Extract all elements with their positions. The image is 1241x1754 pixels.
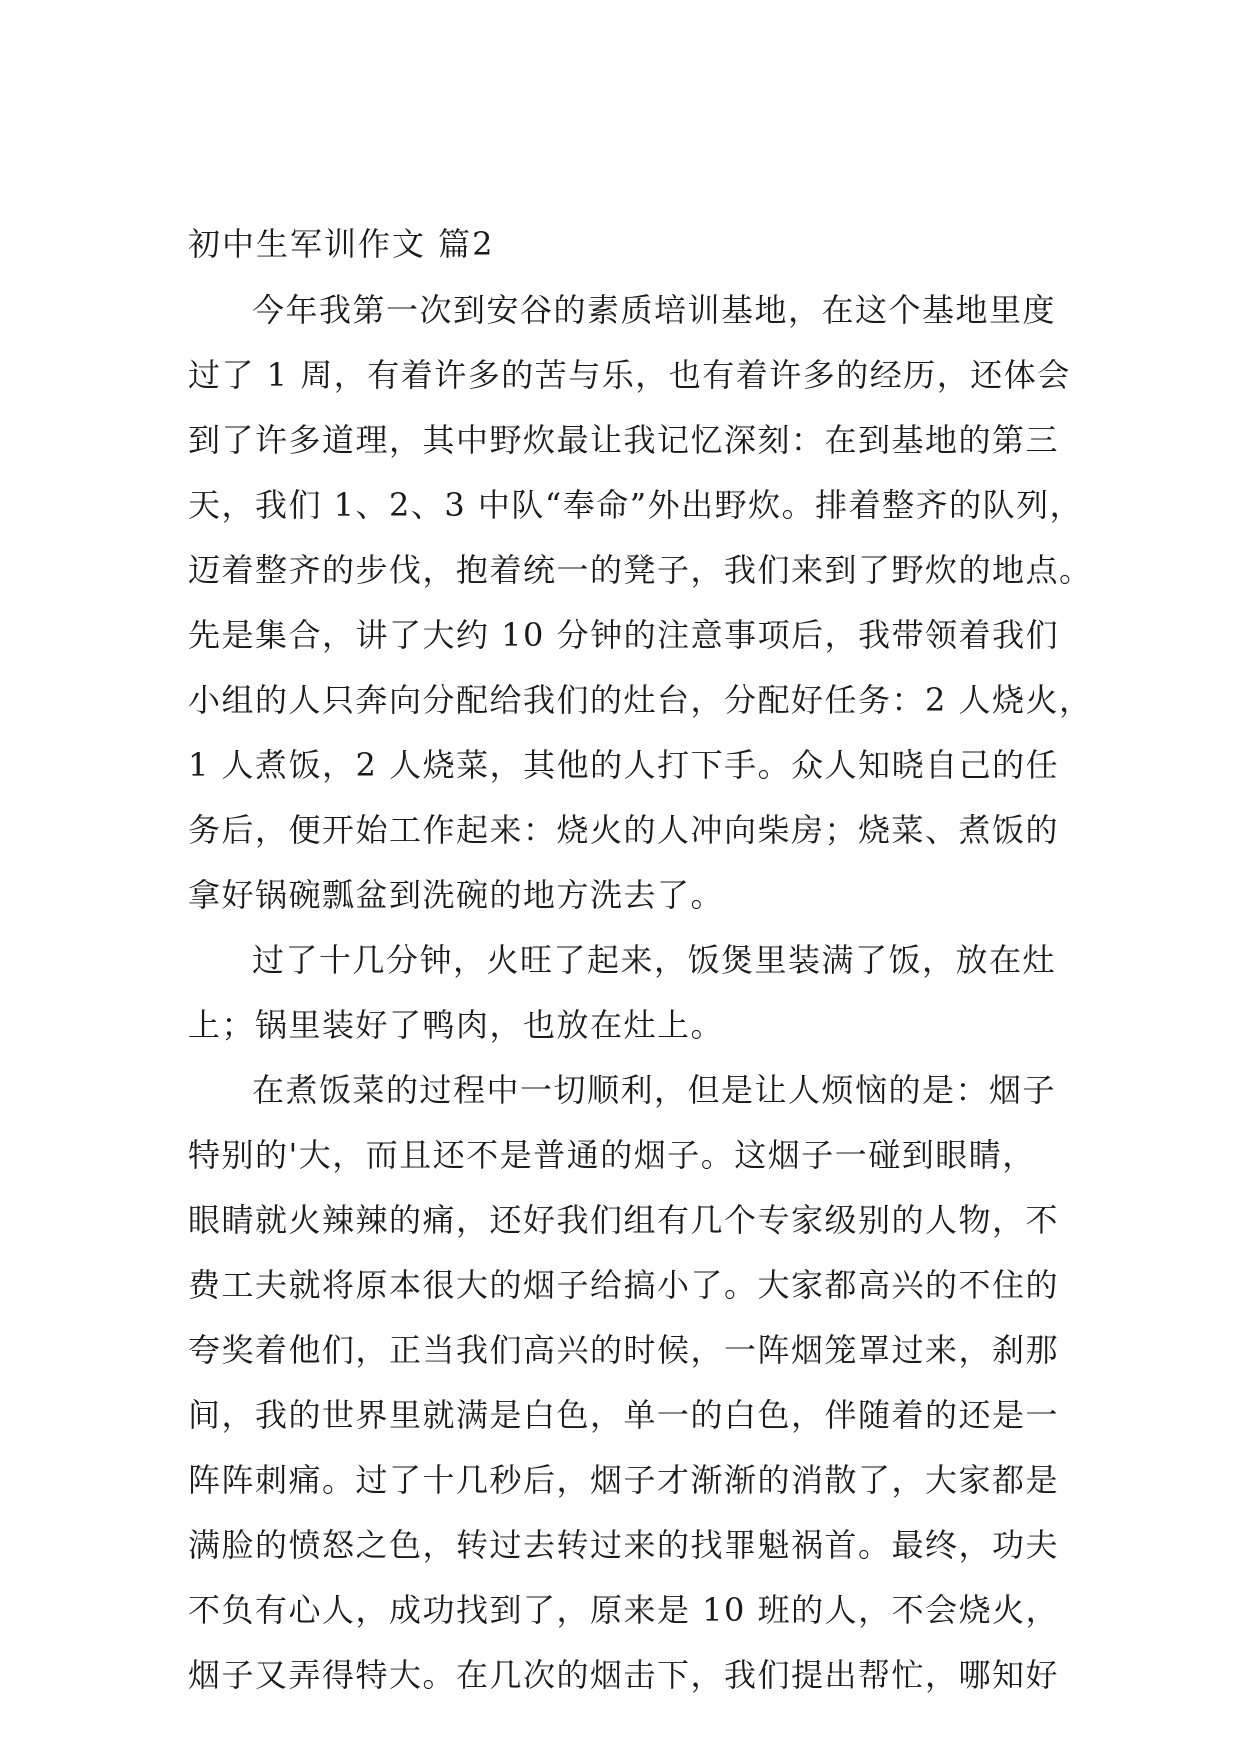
paragraph-line: 天，我们 1、2、3 中队“奉命”外出野炊。排着整齐的队列， xyxy=(188,486,1084,524)
paragraph-line: 烟子又弄得特大。在几次的烟击下，我们提出帮忙，哪知好 xyxy=(188,1656,1060,1694)
paragraph-line: 阵阵刺痛。过了十几秒后，烟子才渐渐的消散了，大家都是 xyxy=(188,1461,1060,1499)
paragraph-line: 过了 1 周，有着许多的苦与乐，也有着许多的经历，还体会 xyxy=(188,356,1071,394)
paragraph-line: 费工夫就将原本很大的烟子给搞小了。大家都高兴的不住的 xyxy=(188,1266,1060,1304)
document-title: 初中生军训作文 篇2 xyxy=(188,225,495,263)
paragraph-line: 在煮饭菜的过程中一切顺利，但是让人烦恼的是：烟子 xyxy=(252,1071,1057,1109)
paragraph-line: 间，我的世界里就满是白色，单一的白色，伴随着的还是一 xyxy=(188,1396,1060,1434)
paragraph-line: 过了十几分钟，火旺了起来，饭煲里装满了饭，放在灶 xyxy=(252,941,1057,979)
paragraph-line: 上；锅里装好了鸭肉，也放在灶上。 xyxy=(188,1006,725,1044)
paragraph-line: 小组的人只奔向分配给我们的灶台，分配好任务：2 人烧火， xyxy=(188,681,1093,719)
paragraph-line: 不负有心人，成功找到了，原来是 10 班的人，不会烧火， xyxy=(188,1591,1060,1629)
paragraph-line: 务后，便开始工作起来：烧火的人冲向柴房；烧菜、煮饭的 xyxy=(188,811,1060,849)
paragraph-line: 拿好锅碗瓢盆到洗碗的地方洗去了。 xyxy=(188,876,725,914)
paragraph-line: 到了许多道理，其中野炊最让我记忆深刻：在到基地的第三 xyxy=(188,421,1060,459)
paragraph-line: 迈着整齐的步伐，抱着统一的凳子，我们来到了野炊的地点。 xyxy=(188,551,1093,589)
paragraph-line: 夸奖着他们，正当我们高兴的时候，一阵烟笼罩过来，刹那 xyxy=(188,1331,1060,1369)
paragraph-line: 1 人煮饭，2 人烧菜，其他的人打下手。众人知晓自己的任 xyxy=(188,746,1060,784)
paragraph-line: 眼睛就火辣辣的痛，还好我们组有几个专家级别的人物，不 xyxy=(188,1201,1060,1239)
paragraph-line: 特别的'大，而且还不是普通的烟子。这烟子一碰到眼睛， xyxy=(188,1136,1036,1174)
paragraph-line: 先是集合，讲了大约 10 分钟的注意事项后，我带领着我们 xyxy=(188,616,1060,654)
paragraph-line: 今年我第一次到安谷的素质培训基地，在这个基地里度 xyxy=(252,291,1057,329)
paragraph-line: 满脸的愤怒之色，转过去转过来的找罪魁祸首。最终，功夫 xyxy=(188,1526,1060,1564)
